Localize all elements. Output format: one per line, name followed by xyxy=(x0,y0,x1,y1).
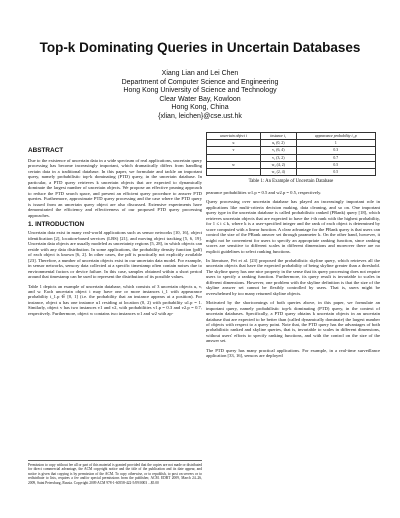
author-names: Xiang Lian and Lei Chen xyxy=(161,70,239,77)
table-header-cell: appearance probability i₁.p xyxy=(296,133,375,140)
table-row xyxy=(207,161,376,168)
right-paragraph-2: In literature, Pei et al. [23] proposed the probabilistic skyline query, which retrieves all the uncertain objects that have the expected probability of being skyline greater than a threshold. The skyline query has one nice property in the sense that its query processing does not require users to specify a ranking function. Furthermore, its query result is invariable to scales in different dimensions. However, one problem with the skyline definition is that the size of the skyline answer set cannot be flexibly controlled by users. That is, users might be overwhelmed by too many returned skyline objects. xyxy=(206,257,380,296)
abstract-heading: ABSTRACT xyxy=(28,147,64,154)
right-paragraph-0: pearance probabilities w1.p = 0.5 and w2.p = 0.5, respectively. xyxy=(206,190,322,195)
author-university: Hong Kong University of Science and Technology xyxy=(123,87,277,95)
table-cell: v₁ (6, 4) xyxy=(260,147,296,154)
right-paragraph-3: Motivated by the shortcomings of both queries above, in this paper, we formulate an important query, namely probabilistic top-k dominating (PTD) query, in the context of uncertain databases. Specifically, a PTD query obtains k uncertain objects in an uncertain database that are expected to be better than (called dynamically dominate) the largest number of objects with respect to a query point. Note that, the PTD query has the advantages of both probabilistic ranked and skyline queries, that is, invariable to scales in different dimensions, without users' efforts to specify ranking functions, and with the control on the size of the answer set. xyxy=(206,300,380,344)
intro-paragraph-2: Table 1 depicts an example of uncertain database, which consists of 3 uncertain objects u, v, and w. Each uncertain object i may have one or more instances i_1 with appearance probability i_1.p ∈ [0, 1] (i.e. the probability that an instance appears at a position). For instance, object u has one instance u1 residing at location (0, 2) with probability u1.p = 1. Similarly, object v has two instances v1 and v2, with probabilities v1.p = 0.3 and v2.p = 0.7, respectively. Furthermore, object w contains two instances w1 and w2 with ap- xyxy=(28,283,202,316)
table-cell: 0.7 xyxy=(296,154,375,161)
author-department: Department of Computer Science and Engineering xyxy=(121,78,279,86)
right-column xyxy=(206,190,380,363)
table-cell xyxy=(207,168,261,175)
table-caption: Table 1: An Example of Uncertain Database xyxy=(248,179,334,184)
table-cell: 1 xyxy=(296,140,375,147)
table-cell: 0.5 xyxy=(296,161,375,168)
author-street: Clear Water Bay, Kowloon xyxy=(159,95,241,103)
intro-paragraph-1: Uncertain data exist in many real-world applications such as sensor networks [10, 16], object identification [2], location-based services (LBS) [21], and moving object tracking [5, 6, 19]. Uncertain data objects are usually modeled as uncertainty regions [5, 28], in which objects can reside with any data distribution. In some applications, the probability density function (pdf) of each object is known [6, 2]. In other cases, the pdf is practically not explicitly available [23]. Therefore, a number of uncertain objects exist in our uncertain data model. For example, in sensor networks, sensory data collected at a specific timestamp often contain noises due to environmental factors or device failure. In this case, samples obtained within a short period around that timestamp can be used to represent the distribution of its possible values. xyxy=(28,230,202,280)
author-block xyxy=(0,70,400,122)
left-column xyxy=(28,158,202,320)
table-cell: u xyxy=(207,140,261,147)
author-city: Hong Kong, China xyxy=(171,104,229,112)
copyright-footnote: Permission to copy without fee all or part of this material is granted provided that the copies are not made or distributed for direct commercial advantage, the ACM copyright notice and the title of the publication and its date appear, and notice is given that copying is by permission of the ACM. To copy otherwise, or to republish, to post on servers or to redistribute to lists, requires a fee and/or special permissions from the publisher, ACM. EDBT 2009, March 24–26, 2009, Saint Petersburg, Russia. Copyright 2009 ACM 978-1-60558-422-5/09/0003 ...$5.00 xyxy=(28,460,202,485)
table-row xyxy=(207,140,376,147)
author-email: {xlian, leichen}@cse.ust.hk xyxy=(158,112,242,120)
table-cell: 0.5 xyxy=(296,168,375,175)
table-cell: 0.3 xyxy=(296,147,375,154)
right-paragraph-1: Query processing over uncertain database has played an increasingly important role in applications like multi-criteria decision making, data cleaning, and so on. One important query type in the uncertain database is called probabilistic ranked (PRank) query [18], which retrieves uncertain objects that are expected to have the i-th rank with the highest probability, for 1 ≤ i ≤ k, where k is a user-specified integer and the rank of each object is determined by score computed with a linear function. A clear advantage for the PRank query is that users can control the size of the PRank answer set through parameter k. On the other hand, however, it might not be convenient for users to specify an appropriate ranking function, since ranking scores are sensitive to different scales in different dimensions and moreover there are no explicit guidelines to select ranking functions. xyxy=(206,199,380,254)
table-cell: v xyxy=(207,147,261,154)
table-cell: w₂ (2, 4) xyxy=(260,168,296,175)
table-cell: w₁ (4, 2) xyxy=(260,161,296,168)
table-cell: w xyxy=(207,161,261,168)
table-header-row xyxy=(207,133,376,140)
uncertain-database-table xyxy=(206,132,376,176)
table-header-cell: instance i₁ xyxy=(260,133,296,140)
table-row xyxy=(207,154,376,161)
table-header-cell: uncertain object i xyxy=(207,133,261,140)
right-paragraph-4: The PTD query has many practical applications. For example, in a real-time surveillance application [33, 16], sensors are deployed xyxy=(206,347,380,359)
abstract-text: Due to the existence of uncertain data in a wide spectrum of real applications, uncertain query processing has become increasingly important, which dramatically differs from handling certain data in a traditional database. In this paper, we formulate and tackle an important query, namely probabilistic top-k dominating (PTD) query, in the uncertain database. In particular, a PTD query retrieves k uncertain objects that are expected to dynamically dominate the largest number of uncertain objects. We propose an effective pruning approach to reduce the PTD search space, and present an efficient query procedure to answer PTD queries. Furthermore, approximate PTD query processing and the case where the PTD query is issued from an uncertain query object are also discussed. Extensive experiments have demonstrated the efficiency and effectiveness of our proposed PTD query processing approaches. xyxy=(28,158,202,218)
table-cell: u₁ (0, 2) xyxy=(260,140,296,147)
paper-title: Top-k Dominating Queries in Uncertain Databases xyxy=(39,40,361,55)
table-row xyxy=(207,147,376,154)
intro-heading: 1. INTRODUCTION xyxy=(28,220,85,228)
table-cell xyxy=(207,154,261,161)
table-cell: v₂ (3, 2) xyxy=(260,154,296,161)
table-row xyxy=(207,168,376,175)
